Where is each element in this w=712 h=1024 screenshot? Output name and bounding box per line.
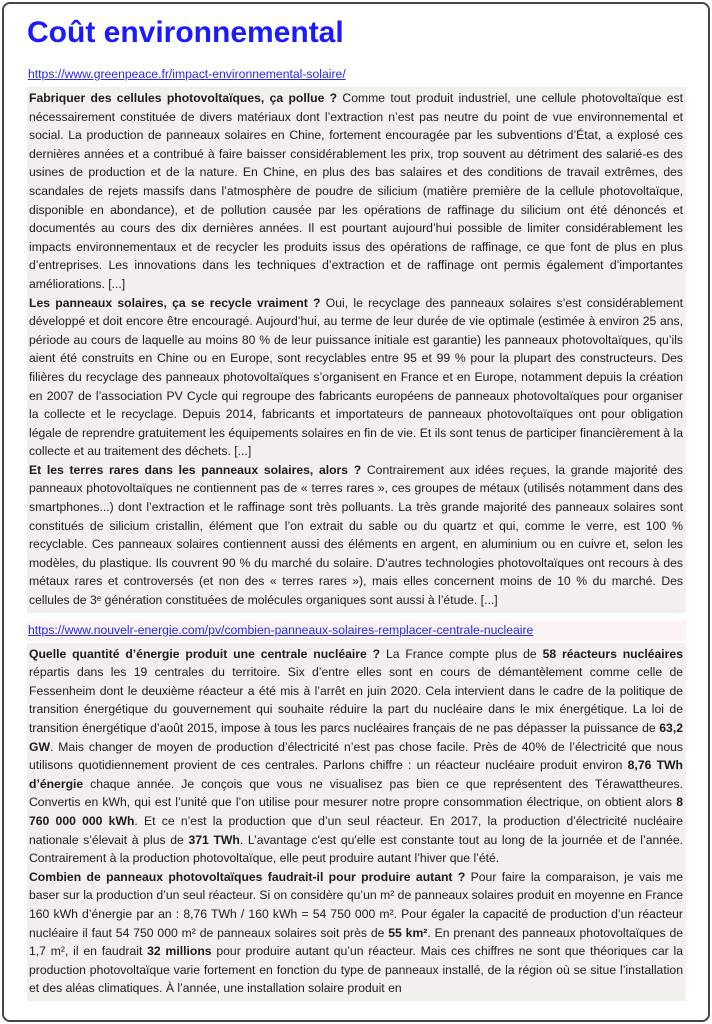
text-run: pour produire autant qu’un réacteur. Mais ces chiffres ne sont que théoriques car la production photovoltaïque varie fortement en fonction du type de panneaux installé, de la région où se situe l’installation et des aléas climatiques. À l’année, une installation solaire produit en: [29, 944, 683, 996]
text-run: 55 km²: [388, 925, 428, 940]
paragraph-combien-panneaux: [29, 868, 683, 998]
text-run: Oui, le recyclage des panneaux solaires s’est considérablement développé et doit encore être encouragé. Aujourd’hui, au terme de leur durée de vie optimale (estimée à environ 25 ans, période au cours de laquelle au moins 80 % de leur puissance initiale est garantie) les panneaux photovoltaïques, qu’ils aient été construits en Chine ou en Europe, sont recyclables entre 95 et 99 % pour la plupart des constructeurs. Des filières du recyclage des panneaux photovoltaïques s’organisent en France et en Europe, notamment depuis la création en 2007 de l’association PV Cycle qui regroupe des fabricants européens de panneaux photovoltaïques pour organiser la collecte et le recyclage. Depuis 2014, fabricants et importateurs de panneaux photovoltaïques ont pour obligation légale de reprendre gratuitement les équipements solaires en fin de vie. Et ils sont tenus de participer financièrement à la collecte et au traitement des déchets. [...]: [29, 295, 683, 459]
text-run: . L’avantage c'est qu'elle est constante tout au long de la journée et de l’année. Contrairement à la production photovoltaïque, elle peut produire autant l’hiver que l’été.: [29, 832, 683, 866]
text-run: . Et ce n’est la production que d’un seul réacteur. En 2017, la production d’électricité nucléaire nationale s’élevait à plus de: [29, 813, 683, 847]
paragraph-terres-rares: [29, 461, 683, 610]
text-run: La France compte plus de: [385, 646, 543, 661]
greenpeace-link[interactable]: https://www.greenpeace.fr/impact-environnemental-solaire/: [28, 67, 346, 81]
nouvelr-link-row: [27, 621, 686, 641]
text-run: 8 760 000 000 kWh: [29, 795, 683, 828]
text-run: Combien de panneaux photovoltaïques faudrait-il pour produire autant ?: [29, 869, 471, 884]
greenpeace-link-row: [27, 65, 686, 85]
page-title: Coût environnemental: [27, 16, 344, 49]
nouvelr-link[interactable]: https://www.nouvelr-energie.com/pv/combien-panneaux-solaires-remplacer-centrale-nucleaire: [28, 622, 534, 637]
text-run: . En prenant des panneaux photovoltaïques de 1,7 m², il en faudrait: [29, 925, 683, 959]
text-run: Fabriquer des cellules photovoltaïques, ça pollue ?: [29, 91, 343, 105]
solar-impact-text-block: [27, 87, 686, 613]
text-run: 371 TWh: [188, 832, 240, 847]
text-run: 8,76 TWh d’énergie: [29, 758, 683, 791]
text-run: Pour faire la comparaison, je vais me baser sur la production d’un seul réacteur. Si on considère qu’un m² de panneaux solaires produit en moyenne en France 160 kWh d’énergie par an : 8,76 TWh / 160 kWh = 54 750 000 m². Pour égaler la capacité de production d’un réacteur nucléaire il faut 54 750 000 m² de panneaux solaires soit près de: [29, 869, 683, 940]
text-run: Les panneaux solaires, ça se recycle vraiment ?: [29, 295, 326, 310]
text-run: 32 millions: [147, 944, 212, 959]
paragraph-fabrication-pollution: [29, 89, 683, 294]
paragraph-centrale-nucleaire: [29, 645, 683, 868]
text-run: répartis dans les 19 centrales du territoire. Six d’entre elles sont en cours de démantèlement comme celle de Fessenheim dont le deuxième réacteur a été mis à l’arrêt en juin 2020. Cela intervient dans le cadre de la politique de transition énergétique du gouvernement qui souhaite réduire la part du nucléaire dans le mix énergétique. La loi de transition énergétique d’août 2015, impose à tous les parcs nucléaires français de ne pas dépasser la puissance de: [29, 665, 683, 735]
text-run: Et les terres rares dans les panneaux solaires, alors ?: [29, 462, 367, 477]
text-run: chaque année. Je conçois que vous ne visualisez pas bien ce que représentent des Térawattheures. Convertis en kWh, qui est l’unité que l’on utilise pour mesurer notre propre consommation électrique, on obtient alors: [29, 776, 683, 810]
text-run: Quelle quantité d’énergie produit une centrale nucléaire ?: [29, 646, 386, 661]
text-run: 58 réacteurs nucléaires: [542, 646, 683, 661]
text-run: . Mais changer de moyen de production d’électricité n’est pas chose facile. Près de 40% de l’électricité que nous utilisons quotidiennement provient de ces centrales. Parlons chiffre : un réacteur nucléaire produit environ: [29, 739, 683, 773]
nuclear-comparison-text-block: [27, 643, 686, 1001]
text-run: Comme tout produit industriel, une cellule photovoltaïque est nécessairement constituée de divers matériaux dont l’extraction n’est pas neutre du point de vue environnemental et social. La production de panneaux solaires en Chine, fortement encouragée par les subventions d’État, a explosé ces dernières années et a contribué à faire baisser considérablement les prix, trop souvent au détriment des salarié-es des usines de production et de la nature. En Chine, en plus des bas salaires et des conditions de travail extrêmes, des scandales de rejets massifs dans l’atmosphère de poudre de silicium (matière première de la cellule photovoltaïque, disponible en abondance), et de pollution causée par les opérations de raffinage du silicium ont été dénoncés et documentés au cours des dix dernières années. Il est pourtant aujourd’hui possible de limiter considérablement les impacts environnementaux et de recycler les produits issus des opérations de raffinage, ce que font de plus en plus d’entreprises. Les innovations dans les techniques d’extraction et de raffinage ont permis également d’importantes améliorations. [...]: [29, 91, 683, 291]
text-run: Contrairement aux idées reçues, la grande majorité des panneaux photovoltaïques ne contiennent pas de « terres rares », ces groupes de métaux (utilisés notamment dans des smartphones...) dont l’extraction et le raffinage sont très polluants. La très grande majorité des panneaux solaires sont constitués de silicium cristallin, élément que l’on extrait du sable ou du quartz et qui, comme le verre, est 100 % recyclable. Ces panneaux solaires contiennent aussi des éléments en argent, en aluminium ou en cuivre et, selon les modèles, du plastique. Ils couvrent 90 % du marché du solaire. D’autres technologies photovoltaïques ont recours à des métaux rares et controversés (et non des « terres rares »), mais elles concernent moins de 10 % du marché. Des cellules de 3ᵉ génération constituées de molécules organiques sont aussi à l’étude. [...]: [29, 462, 683, 608]
paragraph-recyclage: [29, 294, 683, 461]
text-run: 63,2 GW: [29, 721, 683, 754]
